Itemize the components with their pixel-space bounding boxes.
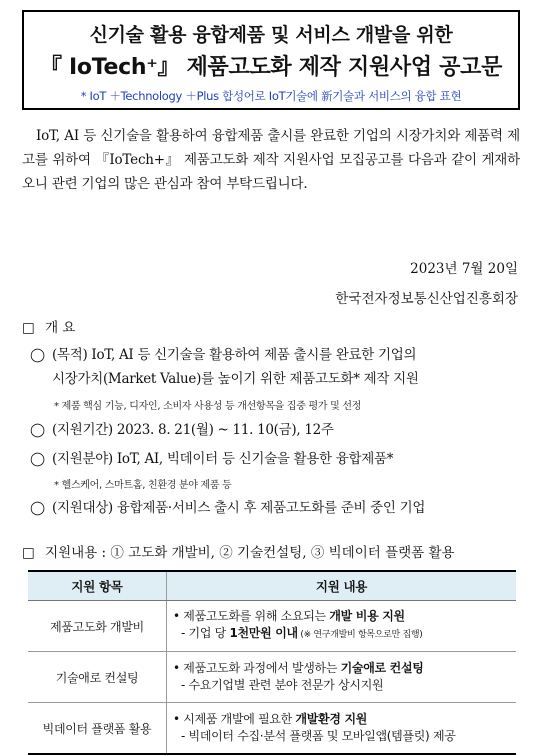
desc-line2-bold: 1천만원 이내 <box>229 626 298 640</box>
desc-line1-bold: 기술애로 컨설팅 <box>340 661 424 675</box>
table-row <box>28 703 516 755</box>
organization-name: 한국전자정보통신산업진흥회장 <box>335 291 518 307</box>
square-bullet-icon: □ <box>22 320 35 336</box>
row-description <box>167 703 517 755</box>
desc-line2-note: (※ 연구개발비 항목으로만 집행) <box>297 630 423 640</box>
circle-bullet-icon: ◯ <box>30 500 45 516</box>
period-text: (지원기간) 2023. 8. 21(월) ~ 11. 10(금), 12주 <box>52 422 334 438</box>
support-heading <box>22 541 455 561</box>
title-line-2: 『 IoTech⁺』 제품고도화 제작 지원사업 공고문 <box>39 55 503 80</box>
overview-heading-text: 개 요 <box>45 320 76 336</box>
overview-item-target <box>30 496 525 520</box>
purpose-note: * 제품 핵심 기능, 디자인, 소비자 사용성 등 개선항목을 집중 평가 및 선정 <box>54 401 362 412</box>
overview-item-field <box>30 447 525 471</box>
field-text: (지원분야) IoT, AI, 빅데이터 등 신기술을 활용한 융합제품* <box>52 451 394 467</box>
col-support-item: 지원 항목 <box>28 571 167 601</box>
intro-text: IoT, AI 등 신기술을 활용하여 융합제품 출시를 완료한 기업의 시장가치와 제품력 제고를 위하여 『IoTech+』 제품고도화 제작 지원사업 모집공고를 다음과 같이 게재하오니 관련 기업의 많은 관심과 참여 부탁드립니다. <box>22 128 520 192</box>
field-note: * 헬스케어, 스마트홈, 친환경 분야 제품 등 <box>54 480 232 491</box>
circle-bullet-icon: ◯ <box>30 422 45 438</box>
row-description <box>167 652 517 703</box>
col-support-content: 지원 내용 <box>167 571 517 601</box>
title-box <box>22 10 520 110</box>
target-text: (지원대상) 융합제품·서비스 출시 후 제품고도화를 준비 중인 기업 <box>52 500 426 516</box>
row-description <box>167 601 517 652</box>
row-category: 빅데이터 플랫폼 활용 <box>28 703 167 755</box>
overview-heading <box>22 316 75 336</box>
support-heading-text: 지원내용 : ① 고도화 개발비, ② 기술컨설팅, ③ 빅데이터 플랫폼 활용 <box>45 545 455 561</box>
square-bullet-icon: □ <box>22 545 35 561</box>
overview-item-period <box>30 418 525 442</box>
support-table <box>28 570 516 755</box>
circle-bullet-icon: ◯ <box>30 451 45 467</box>
title-line-1: 신기술 활용 융합제품 및 서비스 개발을 위한 <box>89 24 453 46</box>
circle-bullet-icon: ◯ <box>30 347 45 363</box>
intro-paragraph <box>22 124 520 196</box>
desc-line1: • 제품고도화 과정에서 발생하는 <box>173 661 341 675</box>
desc-line1-bold: 개발환경 지원 <box>295 712 368 726</box>
desc-line2: - 수요기업별 관련 분야 전문가 상시지원 <box>181 678 384 692</box>
desc-line1: • 제품고도화를 위해 소요되는 <box>173 609 330 623</box>
desc-line2: - 기업 당 <box>181 626 230 640</box>
desc-line1: • 시제품 개발에 필요한 <box>173 712 296 726</box>
desc-line2: - 빅데이터 수집·분석 플랫폼 및 모바일앱(템플릿) 제공 <box>181 729 456 743</box>
overview-item-purpose <box>30 343 525 391</box>
purpose-text-line1: (목적) IoT, AI 등 신기술을 활용하여 제품 출시를 완료한 기업의 <box>52 347 417 363</box>
desc-line1-bold: 개발 비용 지원 <box>329 609 405 623</box>
announcement-date: 2023년 7월 20일 <box>410 261 518 277</box>
row-category: 기술애로 컨설팅 <box>28 652 167 703</box>
table-row <box>28 652 516 703</box>
table-row <box>28 601 516 652</box>
row-category: 제품고도화 개발비 <box>28 601 167 652</box>
support-table-header <box>28 571 516 601</box>
purpose-text-line2: 시장가치(Market Value)를 높이기 위한 제품고도화* 제작 지원 <box>52 371 419 387</box>
title-subtitle: * IoT ＋Technology ＋Plus 합성어로 IoT기술에 新기술과 서비스의 융합 표현 <box>80 89 462 103</box>
